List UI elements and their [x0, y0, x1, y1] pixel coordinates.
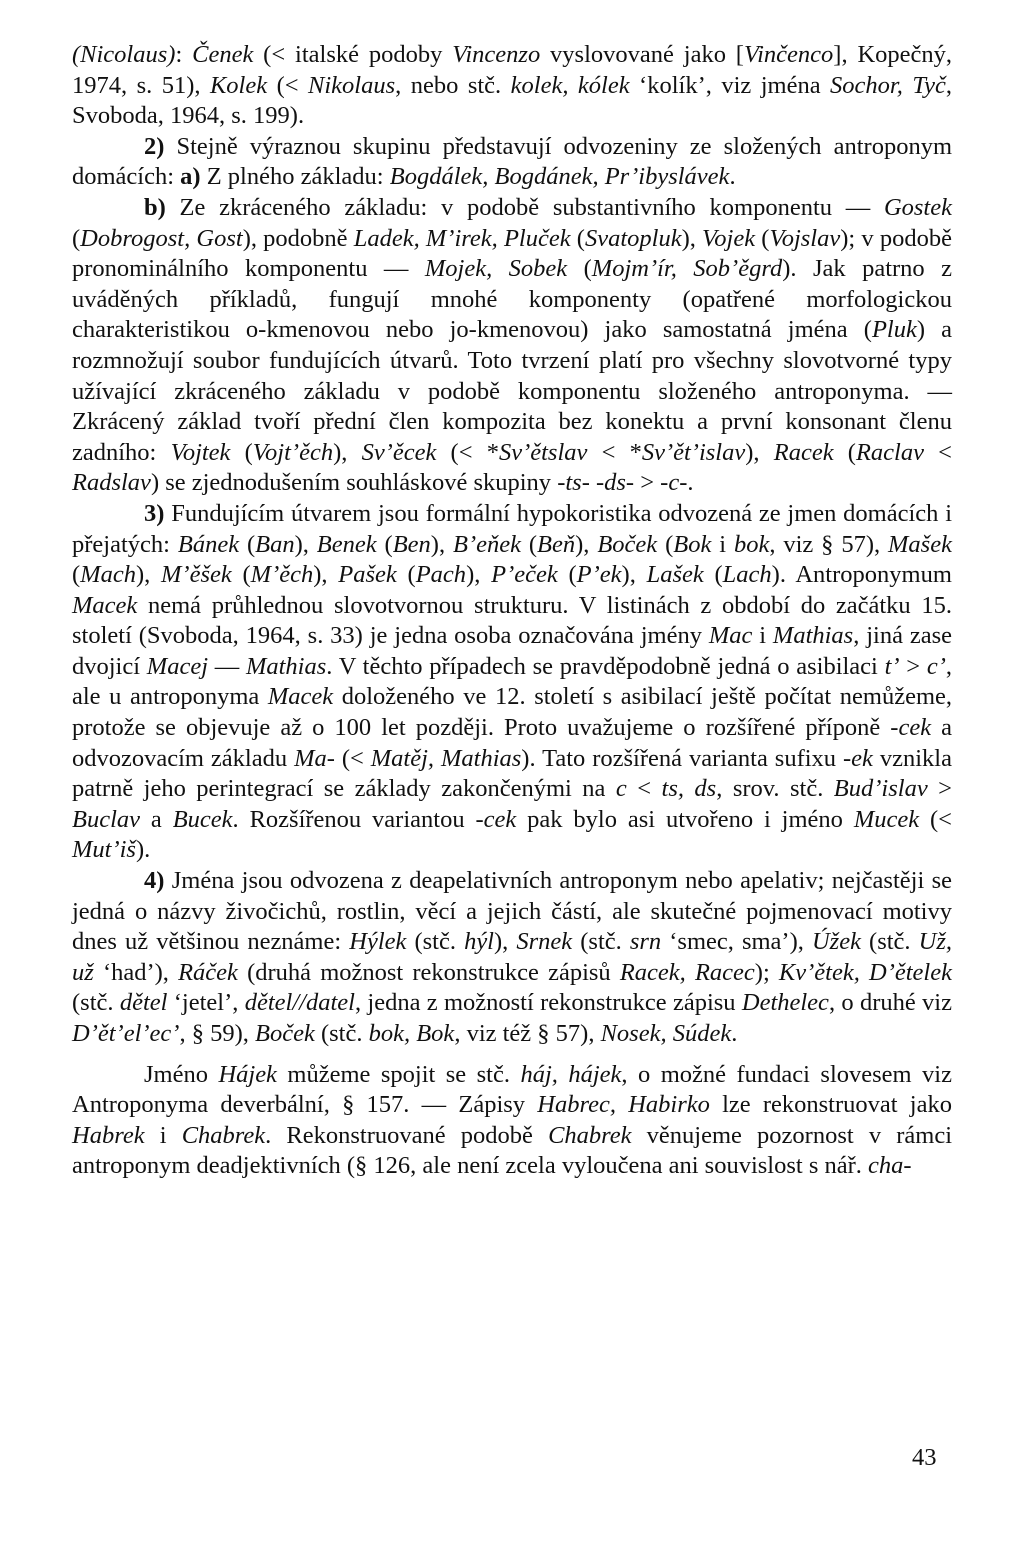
paragraph-3: b) Ze zkráceného základu: v podobě substantivního komponentu — Gostek (Dobrogost, Gost), podobně Ladek, M’irek, Pluček (Svatopluk), Vojek (Vojslav); v podobě pronominálního komponentu — Mojek, Sobek (Mojm’ír, Sob’ěgrd). Jak patrno z uváděných příkladů, fungují mnohé komponenty (opatřené morfologickou charakteristikou o-kmenovou nebo jo-kmenovou) jako samostatná jména (Pluk) a rozmnožují soubor fundujících útvarů. Toto tvrzení platí pro všechny slovotvorné typy užívající zkráceného základu v podobě komponentu složeného antroponyma. — Zkrácený základ tvoří přední člen kompozita bez konektu a první konsonant členu zadního: Vojtek (Vojt’ěch), Sv’ěcek (< *Sv’ětslav < *Sv’ět’islav), Racek (Raclav < Radslav) se zjednodušením souhláskové skupiny -ts- -ds- > -c-.: [72, 193, 952, 497]
document-page: [72, 40, 952, 1182]
page-number: 43: [912, 1444, 937, 1471]
paragraph-5: 4) Jména jsou odvozena z deapelativních antroponym nebo apelativ; nejčastěji se jedná o názvy živočichů, rostlin, věcí a jejich částí, ale skutečné pojmenovací motivy dnes už většinou neznáme: Hýlek (stč. hýl), Srnek (stč. srn ‘smec, sma’), Úžek (stč. Už, už ‘had’), Ráček (druhá možnost rekonstrukce zápisů Racek, Racec); Kv’ětek, D’ětelek (stč. dětel ‘jetel’, dětel//datel, jedna z možností rekonstrukce zápisu Dethelec, o druhé viz D’ět’el’ec’, § 59), Boček (stč. bok, Bok, viz též § 57), Nosek, Súdek.: [72, 867, 952, 1047]
paragraph-2: 2) Stejně výraznou skupinu představují odvozeniny ze složených antroponym domácích: a) Z plného základu: Bogdálek, Bogdánek, Pr’ibyslávek.: [72, 132, 952, 191]
paragraph-1: (Nicolaus): Čenek (< italské podoby Vincenzo vyslovované jako [Vinčenco], Kopečný, 1974, s. 51), Kolek (< Nikolaus, nebo stč. kolek, kólek ‘kolík’, viz jména Sochor, Tyč, Svoboda, 1964, s. 199).: [72, 41, 953, 130]
paragraph-6: Jméno Hájek můžeme spojit se stč. háj, hájek, o možné fundaci slovesem viz Antroponyma deverbální, § 157. — Zápisy Habrec, Habirko lze rekonstruovat jako Habrek i Chabrek. Rekonstruované podobě Chabrek věnujeme pozornost v rámci antroponym deadjektivních (§ 126, ale není zcela vyloučena ani souvislost s nář. cha-: [72, 1060, 952, 1180]
paragraph-4: 3) Fundujícím útvarem jsou formální hypokoristika odvozená ze jmen domácích i přejatých: Bánek (Ban), Benek (Ben), B’eňek (Beň), Boček (Bok i bok, viz § 57), Mašek (Mach), M’ěšek (M’ěch), Pašek (Pach), P’eček (P’ek), Lašek (Lach). Antroponymum Macek nemá průhlednou slovotvornou strukturu. V listinách z období do začátku 15. století (Svoboda, 1964, s. 33) je jedna osoba označována jmény Mac i Mathias, jiná zase dvojicí Macej — Mathias. V těchto případech se pravděpodobně jedná o asibilaci t’ > c’, ale u antroponyma Macek doloženého ve 12. století s asibilací ještě počítat nemůžeme, protože se objevuje až o 100 let později. Proto uvažujeme o rozšířené příponě -cek a odvozovacím základu Ma- (< Matěj, Mathias). Tato rozšířená varianta sufixu -ek vznikla patrně jeho perintegrací se základy zakončenými na c < ts, ds, srov. stč. Bud’islav > Buclav a Bucek. Rozšířenou variantou -cek pak bylo asi utvořeno i jméno Mucek (< Mut’iš).: [72, 499, 953, 864]
